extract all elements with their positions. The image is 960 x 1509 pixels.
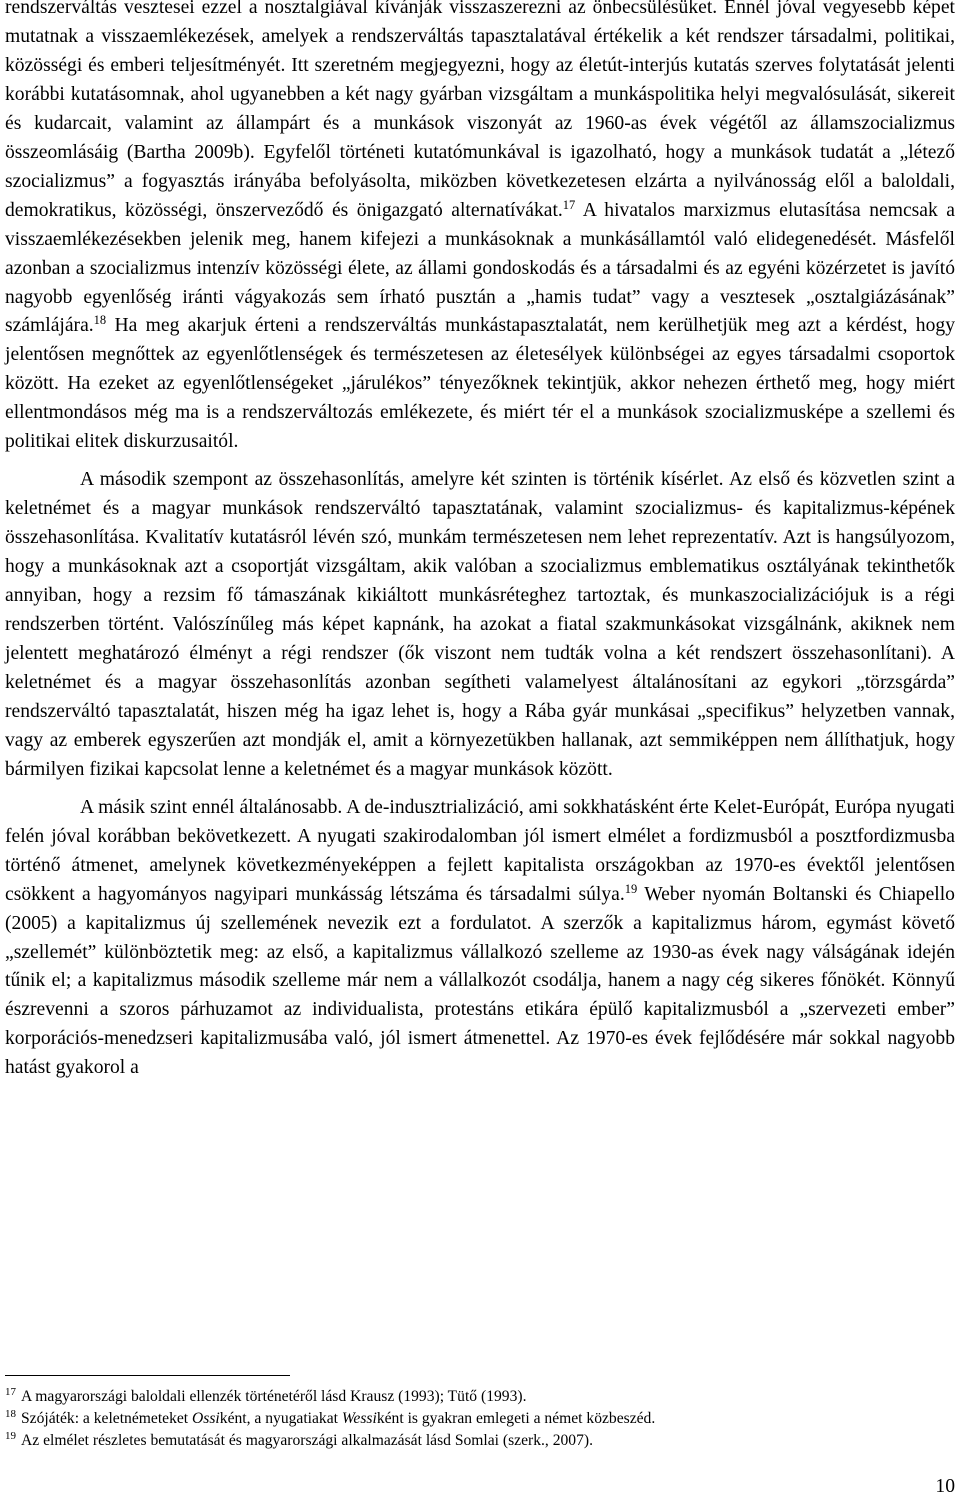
text-segment: A másik szint ennél általánosabb. A de-indusztrializáció, ami sokkhatásként érte Kelet-Európát, Európa nyugati felén jóval korábban bekövetkezett. A nyugati szakirodalomban jól ismert elmélet a fordizmusból a posztfordizmusba történő átmenet, amelynek következményeképpen a fejlett kapitalista országokban az 1970-es évektől jelentősen csökkent a hagyományos nagyipari munkásság létszáma és társadalmi súlya. bbox=[5, 796, 955, 905]
page-number: 10 bbox=[935, 1476, 955, 1497]
footnote-number: 18 bbox=[5, 1408, 16, 1420]
footnote bbox=[5, 1430, 955, 1452]
footnote-reference: 18 bbox=[93, 313, 107, 328]
paragraph bbox=[5, 466, 955, 784]
body-text bbox=[5, 0, 955, 1083]
footnote-reference: 19 bbox=[624, 881, 638, 896]
text-segment: A magyarországi baloldali ellenzék történetéről lásd Krausz (1993); Tütő (1993). bbox=[21, 1388, 527, 1405]
text-segment: ként is gyakran emlegeti a német közbeszéd. bbox=[376, 1410, 656, 1427]
footnote-number: 17 bbox=[5, 1386, 16, 1398]
text-segment: A második szempont az összehasonlítás, amelyre két szinten is történik kísérlet. Az első és közvetlen szint a keletnémet és a magyar munkások rendszerváltó tapasztatának, valamint szocializmus- és kapitalizmus-képének összehasonlítása. Kvalitatív kutatásról lévén szó, munkám természetesen nem lehet reprezentatív. Azt is hangsúlyozom, hogy a munkásoknak azt a csoportját vizsgáltam, akik valóban a szocializmus emblematikus osztályának tekinthetők annyiban, hogy a rezsim fő támaszának kikiáltott munkásréteghez tartoztak, és munkaszocializációjuk is a régi rendszerben történt. Valószínűleg más képet kapnánk, ha azokat a fiatal szakmunkásokat vizsgálnánk, akiknek nem jelentett meghatározó élményt a régi rendszer (ők viszont nem tudták volna a két rendszert összehasonlítani). A keletnémet és a magyar összehasonlítás azonban segítheti valamelyest általánosítani az egykori „törzsgárda” rendszerváltó tapasztalatát, hiszen még ha igaz lehet is, hogy a Rába gyár munkásai „specifikus” helyzetben vannak, vagy az emberek egyszerűen azt mondják el, amit a környezetükben hallanak, azt semmiképpen nem állíthatjuk, hogy bármilyen fizikai kapcsolat lenne a keletnémet és a magyar munkások között. bbox=[5, 469, 955, 780]
footnote-reference: 17 bbox=[562, 197, 576, 212]
text-segment: rendszerváltás vesztesei ezzel a nosztalgiával kívánják visszaszerezni az önbecsülésüket. Ennél jóval vegyesebb képet mutatnak a visszaemlékezések, amelyek a rendszerváltás tapasztalatával értékelik a két rendszer társadalmi, politikai, közösségi és emberi teljesítményét. Itt szeretném megjegyezni, hogy az életút-interjús kutatás szerves folytatását jelenti korábbi kutatásomnak, ahol ugyanebben a két nagy gyárban vizsgáltam a munkáspolitika helyi megvalósulását, sikereit és kudarcait, valamint az állampárt és a munkások viszonyát az 1960-as évek végétől az államszocializmus összeomlásáig (Bartha 2009b). Egyfelől történeti kutatómunkával is igazolható, hogy a munkások tudatát a „létező szocializmus” a fogyasztás irányába befolyásolta, miközben következetesen elzárta a nyilvánosság elől a baloldali, demokratikus, közösségi, önszerveződő és önigazgató alternatívákat. bbox=[5, 0, 955, 221]
text-segment: A hivatalos marxizmus elutasítása nemcsak a visszaemlékezésekben jelenik meg, hanem kifejezi a munkásoknak a munkásállamtól való elidegenedését. Másfelől azonban a szocializmus intenzív közösségi élete, az állami gondoskodás és a társadalmi és az egyéni közérzetet is javító nagyobb egyenlőség iránti vágyakozás sem írható pusztán a „hamis tudat” vagy a vesztesek „osztalgiázásának” számlájára. bbox=[5, 199, 955, 337]
text-segment: Weber nyomán Boltanski és Chiapello (2005) a kapitalizmus új szellemének nevezik ezt a fordulatot. A szerzők a kapitalizmus három, egymást követő „szellemét” különböztetik meg: az első, a kapitalizmus vállalkozó szelleme az 1930-as évek nagy válságának idején tűnik el; a kapitalizmus második szelleme már nem a vállalkozót csodálja, hanem a nagy cég sikeres főnökét. Könnyű észrevenni a szoros párhuzamot az individualista, protestáns etikára épülő kapitalizmusból a „szervezeti ember” korporációs-menedzseri kapitalizmusába való, jól ismert átmenettel. Az 1970-es évek fejlődésére már sokkal nagyobb hatást gyakorol a bbox=[5, 883, 955, 1079]
text-segment: Szójáték: a keletnémeteket bbox=[21, 1410, 193, 1427]
italic-text: Wessi bbox=[341, 1410, 377, 1427]
document-page bbox=[5, 0, 955, 1509]
footnote bbox=[5, 1408, 955, 1430]
footnote-number: 19 bbox=[5, 1430, 16, 1442]
footnotes bbox=[5, 1386, 955, 1452]
paragraph bbox=[5, 794, 955, 1084]
text-segment: Az elmélet részletes bemutatását és magyarországi alkalmazását lásd Somlai (szerk., 2007). bbox=[21, 1432, 593, 1449]
text-segment: ként, a nyugatiakat bbox=[219, 1410, 342, 1427]
italic-text: Ossi bbox=[192, 1410, 220, 1427]
text-segment: Ha meg akarjuk érteni a rendszerváltás munkástapasztalatát, nem kerülhetjük meg azt a kérdést, hogy jelentősen megnőttek az egyenlőtlenségek és természetesen az életesélyek különbségei az egyes társadalmi csoportok között. Ha ezeket az egyenlőtlenségeket „járulékos” tényezőknek tekintjük, akkor nehezen érthető meg, hogy miért ellentmondásos még ma is a rendszerváltozás emlékezete, és miért tér el a munkások szocializmusképe a szellemi és politikai elitek diskurzusaitól. bbox=[5, 315, 955, 453]
footnote bbox=[5, 1386, 955, 1408]
footnote-separator bbox=[5, 1375, 290, 1376]
paragraph bbox=[5, 0, 955, 457]
